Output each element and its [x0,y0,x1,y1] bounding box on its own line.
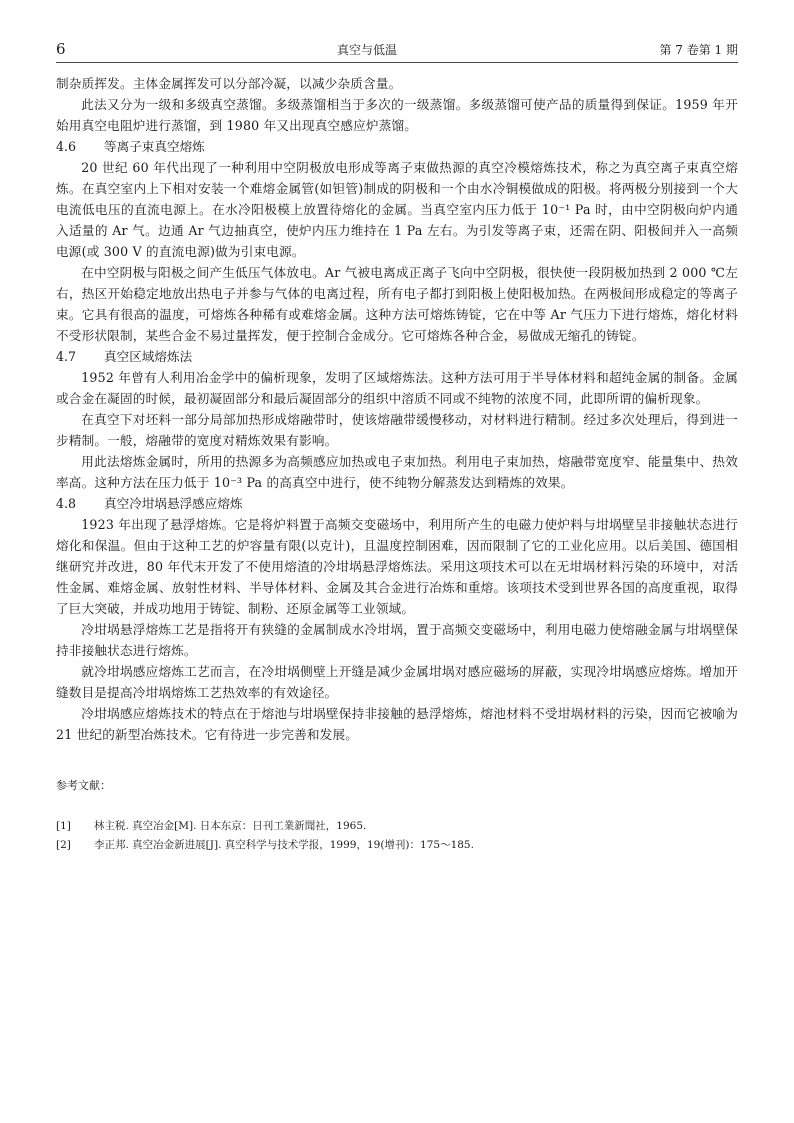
reference-number: [1] [56,820,71,832]
section-title: 等离子束真空熔炼 [104,139,205,154]
paragraph: 在中空阴极与阳极之间产生低压气体放电。Ar 气被电离成正离子飞向中空阴极，很快使一段阴极加热到 2 000 ℃左右，热区开始稳定地放出热电子并参与气体的电离过程，所有电子都打到阳极上使阳极加热。在两极间形成稳定的等离子束。它具有很高的温度，可熔炼各种稀有或难熔金属。这种方法可熔炼铸锭，它在中等 Ar 气压力下进行熔炼，熔化材料不受形状限制，某些合金不易过量挥发，便于控制合金成分。它可熔炼各种合金，易做成无缩孔的铸锭。 [56,265,738,343]
page-number: 6 [56,40,66,58]
references-title: 参考文献： [56,779,111,792]
article-body [56,73,738,855]
section-title: 真空区域熔炼法 [104,349,193,364]
section-title: 真空冷坩埚悬浮感应熔炼 [104,496,243,511]
section-number: 4.8 [56,496,77,511]
paragraph: 1952 年曾有人利用冶金学中的偏析现象，发明了区域熔炼法。这种方法可用于半导体材料和超纯金属的制备。金属或合金在凝固的时候，最初凝固部分和最后凝固部分的组织中溶质不同或不纯物的浓度不同，此即所谓的偏析现象。 [56,370,738,406]
paragraph: 1923 年出现了悬浮熔炼。它是将炉料置于高频交变磁场中，利用所产生的电磁力使炉料与坩埚壁呈非接触状态进行熔化和保温。但由于这种工艺的炉容量有限(以克计)，且温度控制困难，因而限制了它的工业化应用。以后美国、德国相继研究并改进，80 年代末开发了不使用熔渣的冷坩埚悬浮熔炼法。采用这项技术可以在无坩埚材料污染的环境中，对活性金属、难熔金属、放射性材料、半导体材料、金属及其合金进行冶炼和重熔。该项技术受到世界各国的高度重视，取得了巨大突破，并成功地用于铸锭、制粉、还原金属等工业领域。 [56,517,738,616]
paragraph: 20 世纪 60 年代出现了一种利用中空阴极放电形成等离子束做热源的真空冷模熔炼技术，称之为真空离子束真空熔炼。在真空室内上下相对安装一个难熔金属管(如钽管)制成的阴极和一个由水冷铜模做成的阳极。将两极分别接到一个大电流低电压的直流电源上。在水冷阳极模上放置待熔化的金属。当真空室内压力低于 10⁻¹ Pa 时，由中空阴极向炉内通入适量的 Ar 气。边通 Ar 气边抽真空，使炉内压力维持在 1 Pa 左右。为引发等离子束，还需在阴、阳极间并入一高频电源(或 300 V 的直流电源)做为引束电源。 [56,160,738,259]
reference-text: 林主税. 真空冶金[M]. 日本东京：日刊工業新聞社，1965. [94,820,367,832]
paragraph: 在真空下对坯料一部分局部加热形成熔融带时，使该熔融带缓慢移动，对材料进行精制。经过多次处理后，得到进一步精制。一般，熔融带的宽度对精炼效果有影响。 [56,412,738,448]
journal-title: 真空与低温 [336,43,397,57]
paragraph: 冷坩埚悬浮熔炼工艺是指将开有狭缝的金属制成水冷坩埚，置于高频交变磁场中，利用电磁力使熔融金属与坩埚壁保持非接触状态进行熔炼。 [56,622,738,658]
section-number: 4.6 [56,139,77,154]
reference-item [56,836,738,855]
paragraph: 用此法熔炼金属时，所用的热源多为高频感应加热或电子束加热。利用电子束加热，熔融带宽度窄、能量集中、热效率高。这种方法在压力低于 10⁻³ Pa 的高真空中进行，使不纯物分解蒸发达到精炼的效果。 [56,454,738,490]
paragraph: 制杂质挥发。主体金属挥发可以分部冷凝，以减少杂质含量。 [56,76,402,91]
paragraph: 就冷坩埚感应熔炼工艺而言，在冷坩埚侧壁上开缝是减少金属坩埚对感应磁场的屏蔽，实现冷坩埚感应熔炼。增加开缝数目是提高冷坩埚熔炼工艺热效率的有效途径。 [56,664,738,700]
reference-item [56,817,738,836]
running-header [56,36,738,63]
paragraph: 此法又分为一级和多级真空蒸馏。多级蒸馏相当于多次的一级蒸馏。多级蒸馏可使产品的质量得到保证。1959 年开始用真空电阻炉进行蒸馏，到 1980 年又出现真空感应炉蒸馏。 [56,97,738,133]
section-heading [56,346,738,367]
page [56,36,738,855]
reference-list [56,817,738,855]
reference-number: [2] [56,839,71,851]
section-heading [56,136,738,157]
paragraph: 冷坩埚感应熔炼技术的特点在于熔池与坩埚壁保持非接触的悬浮熔炼，熔池材料不受坩埚材料的污染，因而它被喻为 21 世纪的新型冶炼技术。它有待进一步完善和发展。 [56,706,738,742]
issue-label: 第 7 卷第 1 期 [659,43,738,57]
section-number: 4.7 [56,349,77,364]
reference-text: 李正邦. 真空冶金新进展[J]. 真空科学与技术学报，1999，19(增刊)：175～185. [94,839,474,851]
section-heading [56,493,738,514]
